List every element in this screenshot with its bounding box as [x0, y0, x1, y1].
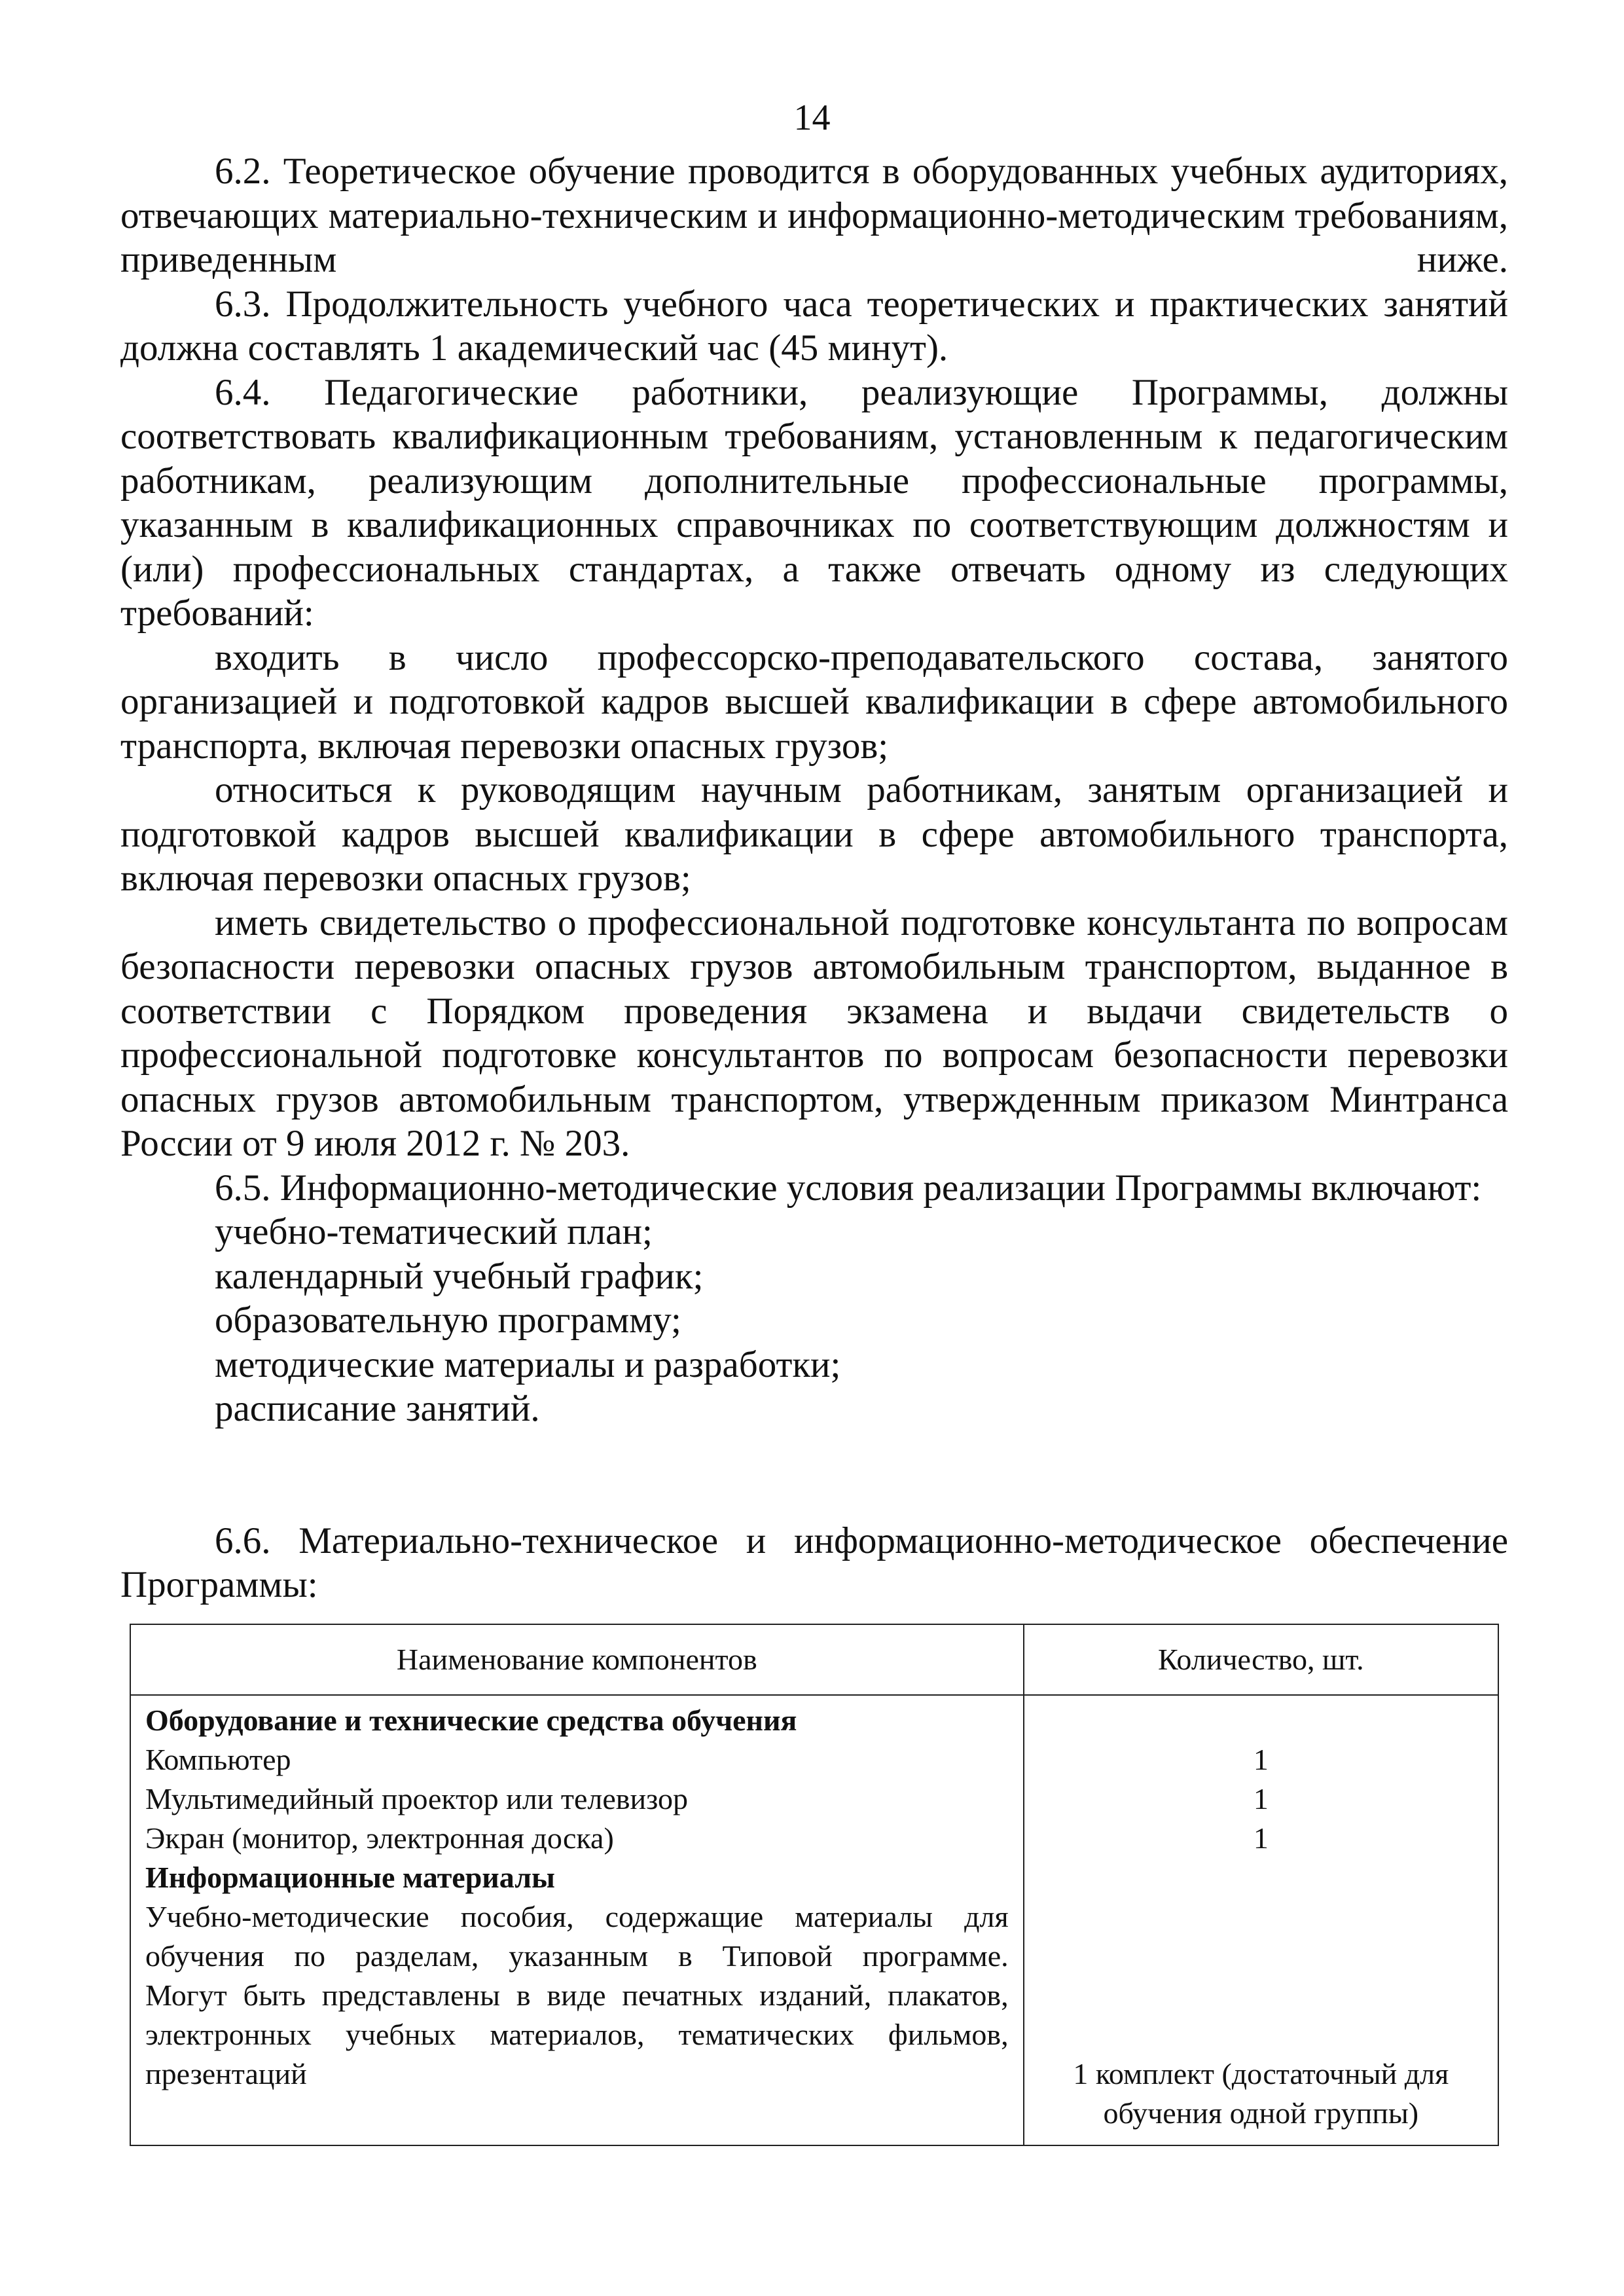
materials-description-line: обучения по разделам, указанным в Типовой программе. — [145, 1939, 1009, 1973]
paragraph-6-6: 6.6. Материально-техническое и информационно-методическое обеспечение Программы: — [120, 1520, 1508, 1605]
list-item: образовательную программу; — [215, 1300, 681, 1341]
section-title: Оборудование и технические средства обучения — [145, 1704, 797, 1737]
table-header-row — [130, 1624, 1498, 1695]
paragraph-6-3: 6.3. Продолжительность учебного часа теоретических и практических занятий должна составлять 1 академический час (45 минут). — [120, 283, 1508, 369]
paragraph-gap — [120, 1431, 1508, 1519]
component-name: Экран (монитор, электронная доска) — [145, 1821, 614, 1855]
requirement-item-3: иметь свидетельство о профессиональной подготовке консультанта по вопросам безопасности перевозки опасных грузов автомобильным транспортом, выданное в соответствии с Порядком проведения экзамена и выдачи свидетельств о профессиональной подготовке консультантов по вопросам безопасности перевозки опасных грузов автомобильным транспортом, утвержденным приказом Минтранса России от 9 июля 2012 г. № 203. — [120, 902, 1508, 1164]
quantity-cell — [1024, 1695, 1498, 2145]
materials-quantity-line: 1 комплект (достаточный для — [1073, 2057, 1449, 2090]
paragraph-6-5: 6.5. Информационно-методические условия реализации Программы включают: — [215, 1167, 1482, 1209]
materials-description-line: электронных учебных материалов, тематических фильмов, — [145, 2018, 1009, 2051]
component-quantity: 1 — [1253, 1743, 1269, 1776]
quantity-spacer — [1031, 1858, 1491, 2054]
materials-quantity-line: обучения одной группы) — [1103, 2096, 1419, 2130]
component-quantity: 1 — [1253, 1782, 1269, 1815]
column-header-name: Наименование компонентов — [130, 1624, 1024, 1695]
component-quantity: 1 — [1253, 1821, 1269, 1855]
quantity-spacer — [1031, 1701, 1491, 1740]
table-row — [130, 1695, 1498, 2145]
list-item: методические материалы и разработки; — [215, 1343, 841, 1385]
components-cell — [130, 1695, 1024, 2145]
paragraph-6-2: 6.2. Теоретическое обучение проводится в оборудованных учебных аудиториях, отвечающих материально-техническим и информационно-методическим требованиям, приведенным ниже. — [120, 151, 1508, 280]
component-name: Компьютер — [145, 1743, 291, 1776]
materials-description-line: презентаций — [145, 2057, 307, 2090]
materials-description-line: Учебно-методические пособия, содержащие материалы для — [145, 1900, 1009, 1933]
materials-description-line: Могут быть представлены в виде печатных изданий, плакатов, — [145, 1978, 1009, 2012]
column-header-quantity: Количество, шт. — [1024, 1624, 1498, 1695]
component-name: Мультимедийный проектор или телевизор — [145, 1782, 688, 1815]
section-title: Информационные материалы — [145, 1861, 555, 1894]
equipment-table — [130, 1624, 1499, 2146]
requirement-item-1: входить в число профессорско-преподавательского состава, занятого организацией и подготовкой кадров высшей квалификации в сфере автомобильного транспорта, включая перевозки опасных грузов; — [120, 636, 1508, 767]
body-text — [120, 149, 1508, 1607]
paragraph-6-4: 6.4. Педагогические работники, реализующие Программы, должны соответствовать квалификационным требованиям, установленным к педагогическим работникам, реализующим дополнительные профессиональные программы, указанным в квалификационных справочниках по соответствующим должностям и (или) профессиональных стандартах, а также отвечать одному из следующих требований: — [120, 371, 1508, 634]
list-item: расписание занятий. — [215, 1388, 540, 1429]
page-number: 14 — [793, 98, 831, 138]
requirement-item-2: относиться к руководящим научным работникам, занятым организацией и подготовкой кадров высшей квалификации в сфере автомобильного транспорта, включая перевозки опасных грузов; — [120, 769, 1508, 899]
list-item: календарный учебный график; — [215, 1255, 704, 1297]
list-item: учебно-тематический план; — [215, 1211, 653, 1252]
